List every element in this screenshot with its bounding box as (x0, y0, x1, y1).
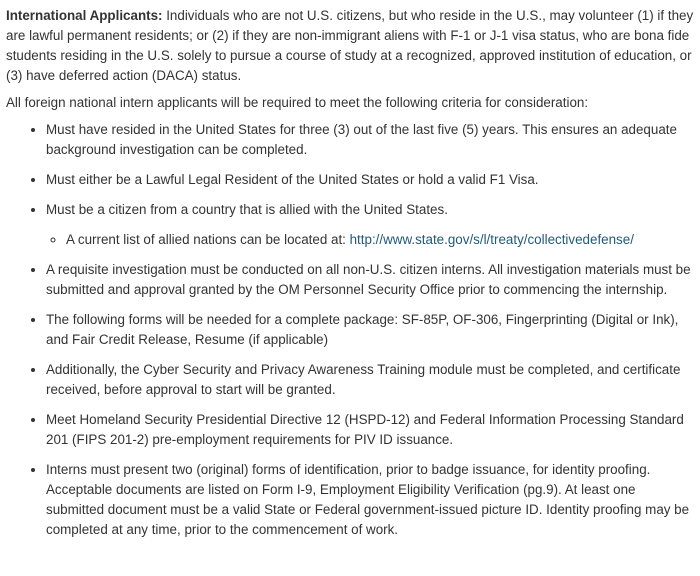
allied-nations-item (66, 230, 695, 250)
criteria-item-forms: • The following forms will be needed for a complete package: SF-85P, OF-306, Fingerprinting (Digital or Ink), and Fair Credit Release, Resume (if applicable) (46, 310, 695, 350)
criteria-item-training: • Additionally, the Cyber Security and Privacy Awareness Training module must be completed, and certificate received, before approval to start will be granted. (46, 360, 695, 400)
criteria-lead: All foreign national intern applicants will be required to meet the following criteria for consideration: (6, 95, 589, 110)
criteria-item-allied-country-text: Must be a citizen from a country that is allied with the United States. (46, 202, 448, 217)
criteria-item-identification: • Interns must present two (original) forms of identification, prior to badge issuance, for identity proofing. Acceptable documents are listed on Form I-9, Employment Eligibility Verification (pg.9). At least one submitted document must be a valid State or Federal government-issued picture ID. Identity proofing may be completed at any time, prior to the commencement of work. (46, 460, 695, 540)
criteria-item-residency: • Must have resided in the United States for three (3) out of the last five (5) years. This ensures an adequate background investigation can be completed. (46, 120, 695, 160)
criteria-item-investigation: • A requisite investigation must be conducted on all non-U.S. citizen interns. All investigation materials must be submitted and approval granted by the OM Personnel Security Office prior to commencing the internship. (46, 260, 695, 300)
allied-nations-link[interactable]: http://www.state.gov/s/l/treaty/collectivedefense/ (349, 232, 634, 247)
criteria-list (6, 120, 695, 540)
criteria-item-hspd12: • Meet Homeland Security Presidential Directive 12 (HSPD-12) and Federal Information Processing Standard 201 (FIPS 201-2) pre-employment requirements for PIV ID issuance. (46, 410, 695, 450)
allied-nations-text: A current list of allied nations can be located at: (66, 232, 350, 247)
criteria-item-allied-country (46, 200, 695, 250)
allied-nations-sublist (46, 230, 695, 250)
criteria-item-legal-status: • Must either be a Lawful Legal Resident of the United States or hold a valid F1 Visa. (46, 170, 695, 190)
intro-label: International Applicants: (6, 8, 163, 23)
intro-text: Individuals who are not U.S. citizens, but who reside in the U.S., may volunteer (1) if they are lawful permanent residents; or (2) if they are non-immigrant aliens with F-1 or J-1 visa status, who are bona fide students residing in the U.S. solely to pursue a course of study at a recognized, approved institution of education, or (3) have deferred action (DACA) status. (6, 8, 694, 83)
international-applicants-paragraph (6, 6, 695, 86)
